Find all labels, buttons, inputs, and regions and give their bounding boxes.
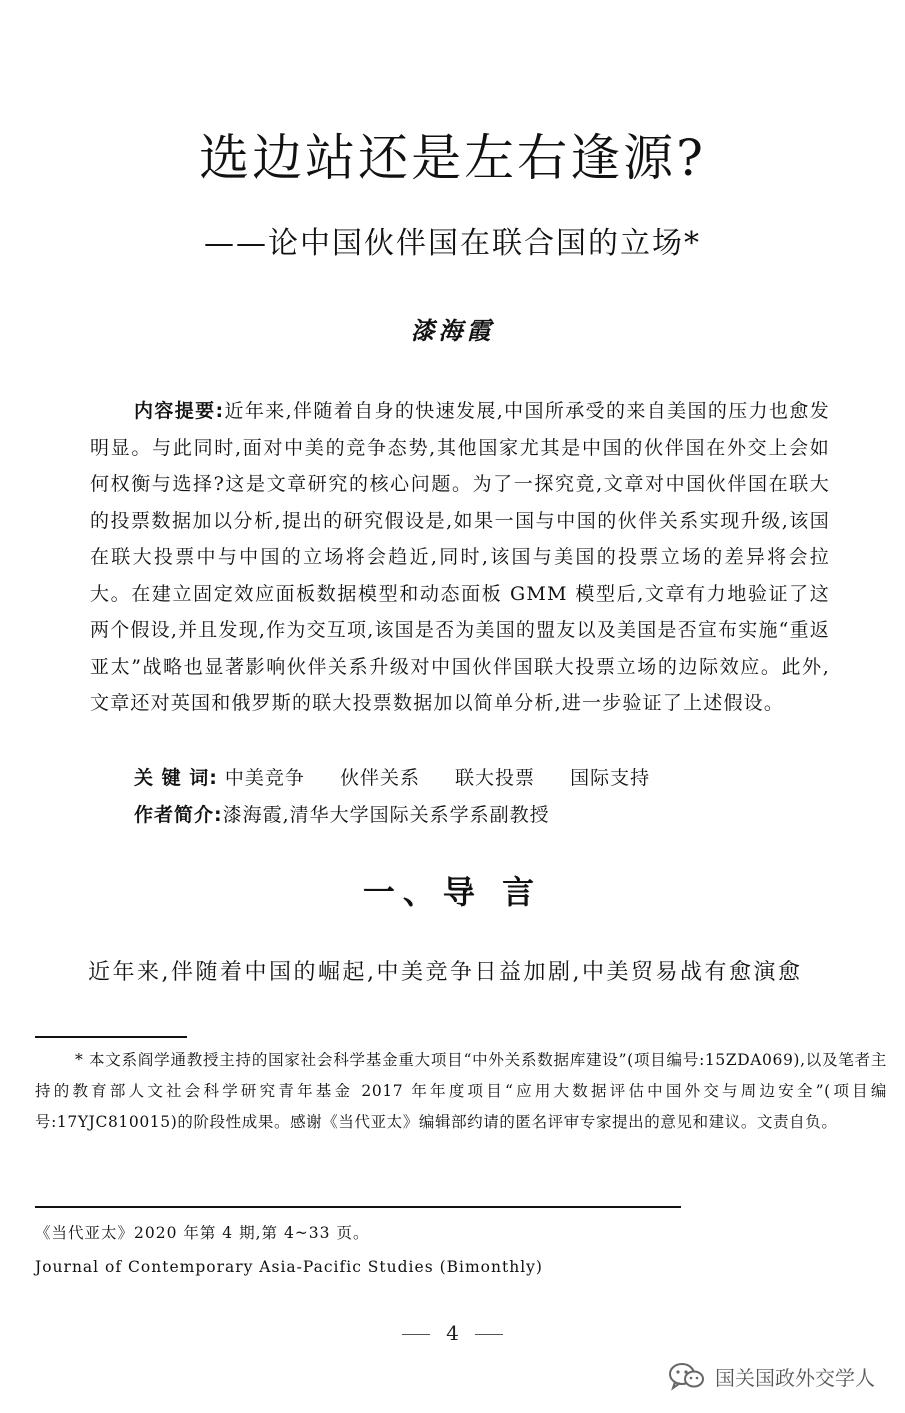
- paper-title: 选边站还是左右逢源?: [199, 129, 706, 187]
- author-bio-text: 漆海霞,清华大学国际关系学系副教授: [222, 804, 550, 826]
- author-bio: [134, 797, 834, 833]
- abstract: [90, 393, 830, 722]
- source-citation-cn: 《当代亚太》2020 年第 4 期,第 4~33 页。: [35, 1224, 370, 1242]
- source-divider: [35, 1206, 681, 1208]
- keyword: 联大投票: [455, 767, 536, 789]
- section-heading: 一、导 言: [362, 873, 543, 911]
- footnote-divider: [35, 1036, 187, 1038]
- page-number: [0, 1318, 905, 1348]
- source-citation-en: Journal of Contemporary Asia-Pacific Studies (Bimonthly): [35, 1258, 543, 1276]
- keywords-label: 关 键 词:: [134, 767, 218, 789]
- keyword: 中美竞争: [224, 767, 305, 789]
- wechat-icon: [667, 1361, 707, 1391]
- footnote: * 本文系阎学通教授主持的国家社会科学基金重大项目“中外关系数据库建设”(项目编号:15ZDA069),以及笔者主持的教育部人文社会科学研究青年基金 2017 年年度项目“应用大数据评估中国外交与周边安全”(项目编号:17YJC810015)的阶段性成果。感谢《当代亚太》编辑部约请的匿名评审专家提出的意见和建议。文责自负。: [35, 1051, 887, 1131]
- dash-right: [475, 1334, 503, 1335]
- watermark-text: 国关国政外交学人: [715, 1365, 875, 1390]
- body-paragraph: 近年来,伴随着中国的崛起,中美竞争日益加剧,中美贸易战有愈演愈: [88, 960, 803, 985]
- author-name: 漆海霞: [410, 316, 495, 345]
- author-bio-label: 作者简介:: [134, 804, 223, 826]
- dash-left: [402, 1334, 430, 1335]
- watermark: [667, 1356, 875, 1396]
- keyword: 伙伴关系: [339, 767, 420, 789]
- keywords: [134, 760, 834, 796]
- page-number-text: 4: [446, 1321, 459, 1345]
- paper-subtitle: ——论中国伙伴国在联合国的立场*: [204, 226, 701, 261]
- abstract-text: 近年来,伴随着自身的快速发展,中国所承受的来自美国的压力也愈发明显。与此同时,面对中美的竞争态势,其他国家尤其是中国的伙伴国在外交上会如何权衡与选择?这是文章研究的核心问题。为了一探究竟,文章对中国伙伴国在联大的投票数据加以分析,提出的研究假设是,如果一国与中国的伙伴关系实现升级,该国在联大投票中与中国的立场将会趋近,同时,该国与美国的投票立场的差异将会拉大。在建立固定效应面板数据模型和动态面板 GMM 模型后,文章有力地验证了这两个假设,并且发现,作为交互项,该国是否为美国的盟友以及美国是否宣布实施“重返亚太”战略也显著影响伙伴关系升级对中国伙伴国联大投票立场的边际效应。此外,文章还对英国和俄罗斯的联大投票数据加以简单分析,进一步验证了上述假设。: [90, 400, 830, 714]
- abstract-label: 内容提要:: [134, 400, 225, 422]
- keyword: 国际支持: [570, 767, 651, 789]
